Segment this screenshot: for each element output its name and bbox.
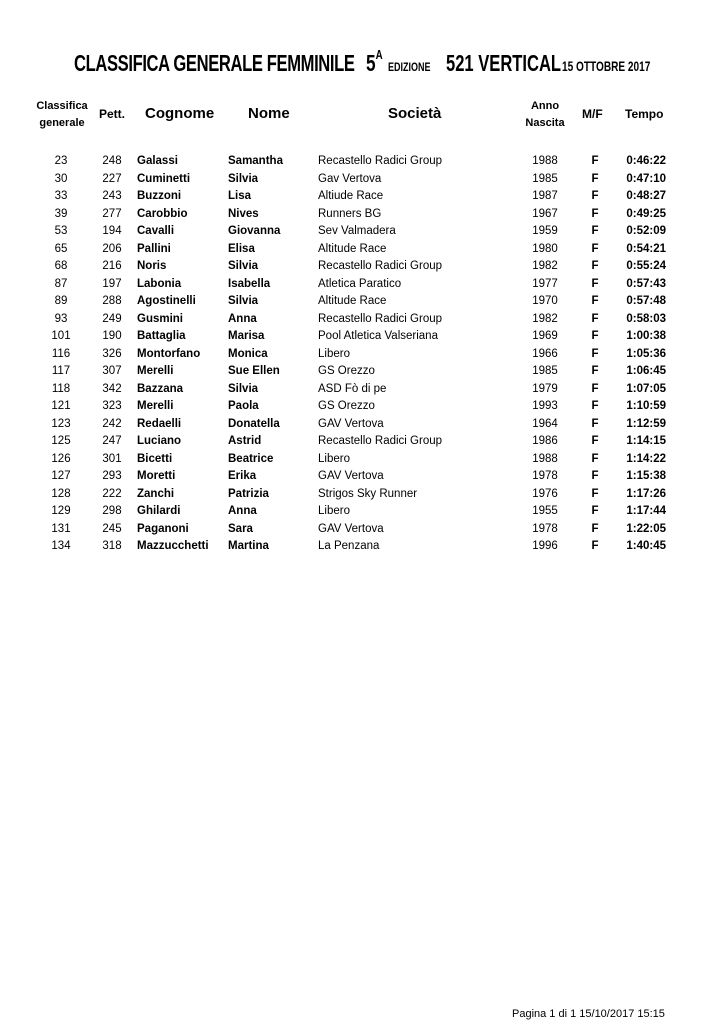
table-row (0, 153, 724, 171)
table-row (0, 451, 724, 469)
cell-bib: 293 (102, 470, 122, 482)
cell-name: Paola (228, 400, 259, 412)
cell-club: Gav Vertova (318, 172, 382, 185)
cell-bib: 222 (102, 487, 122, 500)
cell-birth-year: 1976 (532, 487, 558, 500)
cell-club: Libero (318, 347, 350, 360)
cell-time: 0:57:48 (626, 295, 666, 307)
cell-time: 1:10:59 (626, 400, 666, 412)
cell-time: 0:52:09 (626, 225, 666, 237)
cell-birth-year: 1982 (532, 260, 558, 272)
cell-club: Altiude Race (318, 190, 384, 202)
cell-sex: F (591, 260, 599, 272)
cell-birth-year: 1985 (532, 172, 558, 185)
cell-time: 1:17:26 (626, 487, 666, 500)
cell-surname: Montorfano (137, 347, 201, 360)
table-row (0, 328, 724, 346)
cell-rank: 53 (54, 225, 68, 237)
cell-sex: F (591, 487, 599, 500)
cell-birth-year: 1988 (532, 452, 558, 465)
cell-club: Sev Valmadera (318, 225, 396, 237)
cell-bib: 245 (102, 522, 122, 535)
cell-rank: 89 (54, 295, 68, 307)
cell-surname: Pallini (137, 242, 171, 255)
cell-time: 1:05:36 (626, 347, 666, 360)
cell-birth-year: 1988 (532, 155, 558, 167)
cell-club: Recastello Radici Group (318, 260, 443, 272)
cell-name: Sue Ellen (228, 365, 280, 377)
table-row (0, 206, 724, 224)
cell-time: 0:54:21 (626, 242, 666, 255)
cell-name: Monica (228, 347, 268, 360)
table-row (0, 503, 724, 521)
table-row (0, 171, 724, 189)
column-header-bib: Pett. (99, 107, 126, 121)
cell-time: 1:14:22 (626, 452, 666, 465)
cell-bib: 216 (102, 260, 122, 272)
cell-birth-year: 1955 (532, 505, 558, 517)
cell-sex: F (591, 330, 599, 342)
cell-sex: F (591, 435, 599, 447)
cell-club: GS Orezzo (318, 400, 375, 412)
cell-club: Libero (318, 505, 350, 517)
cell-club: Recastello Radici Group (318, 312, 443, 325)
cell-surname: Labonia (137, 277, 182, 290)
cell-bib: 249 (102, 312, 122, 325)
cell-surname: Agostinelli (137, 295, 196, 307)
cell-bib: 248 (102, 155, 122, 167)
cell-surname: Noris (137, 260, 167, 272)
cell-time: 0:55:24 (626, 260, 666, 272)
cell-birth-year: 1969 (532, 330, 558, 342)
cell-name: Elisa (228, 242, 255, 255)
cell-time: 1:15:38 (626, 470, 666, 482)
cell-birth-year: 1967 (532, 207, 558, 220)
column-header-surname: Cognome (145, 105, 215, 122)
cell-birth-year: 1977 (532, 277, 558, 290)
cell-rank: 39 (54, 207, 68, 220)
cell-time: 1:07:05 (626, 382, 666, 395)
cell-rank: 123 (51, 417, 71, 430)
cell-name: Nives (228, 207, 259, 220)
table-row (0, 363, 724, 381)
cell-name: Lisa (228, 190, 252, 202)
cell-surname: Merelli (137, 365, 174, 377)
cell-rank: 101 (51, 330, 71, 342)
cell-surname: Mazzucchetti (137, 540, 209, 552)
page-footer: Pagina 1 di 1 15/10/2017 15:15 (512, 1008, 665, 1020)
cell-surname: Paganoni (137, 522, 189, 535)
title-main: CLASSIFICA GENERALE FEMMINILE (74, 50, 355, 76)
cell-birth-year: 1987 (532, 190, 558, 202)
table-row (0, 468, 724, 486)
cell-time: 0:47:10 (626, 172, 666, 185)
cell-sex: F (591, 365, 599, 377)
cell-surname: Moretti (137, 470, 176, 482)
cell-name: Anna (228, 312, 257, 325)
column-header-rank-line1: Classifica (36, 100, 88, 112)
cell-name: Astrid (228, 435, 262, 447)
table-row (0, 398, 724, 416)
cell-bib: 301 (102, 452, 122, 465)
cell-birth-year: 1986 (532, 435, 558, 447)
cell-bib: 288 (102, 295, 122, 307)
cell-time: 1:17:44 (626, 505, 666, 517)
race-date: 15 OTTOBRE 2017 (562, 58, 651, 74)
edition-number (366, 47, 383, 77)
column-header-year-line2: Nascita (525, 117, 565, 129)
cell-rank: 118 (51, 382, 71, 395)
cell-name: Sara (228, 522, 253, 535)
cell-surname: Zanchi (137, 487, 175, 500)
cell-surname: Gusmini (137, 312, 184, 325)
column-header-rank (36, 98, 88, 132)
cell-name: Samantha (228, 155, 283, 167)
race-name: 521 VERTICAL (446, 50, 562, 76)
cell-name: Silvia (228, 382, 259, 395)
cell-sex: F (591, 190, 599, 202)
cell-name: Silvia (228, 260, 259, 272)
cell-rank: 93 (54, 312, 68, 325)
results-table (0, 153, 724, 556)
cell-surname: Cuminetti (137, 172, 191, 185)
table-row (0, 538, 724, 556)
cell-bib: 194 (102, 225, 122, 237)
cell-rank: 87 (54, 277, 68, 290)
cell-birth-year: 1978 (532, 522, 558, 535)
cell-club: Atletica Paratico (318, 277, 402, 290)
cell-sex: F (591, 207, 599, 220)
table-row (0, 521, 724, 539)
cell-birth-year: 1979 (532, 382, 558, 395)
cell-time: 1:22:05 (626, 522, 666, 535)
cell-sex: F (591, 522, 599, 535)
cell-birth-year: 1982 (532, 312, 558, 325)
cell-club: La Penzana (318, 540, 380, 552)
cell-birth-year: 1993 (532, 400, 558, 412)
cell-time: 0:48:27 (626, 190, 666, 202)
cell-club: ASD Fò di pe (318, 382, 387, 395)
cell-time: 1:06:45 (626, 365, 666, 377)
column-header-club: Società (388, 105, 442, 122)
cell-rank: 68 (54, 260, 68, 272)
cell-bib: 243 (102, 190, 122, 202)
cell-name: Beatrice (228, 452, 274, 465)
cell-bib: 227 (102, 172, 122, 185)
cell-time: 0:46:22 (626, 155, 666, 167)
cell-sex: F (591, 470, 599, 482)
cell-club: GAV Vertova (318, 522, 384, 535)
cell-birth-year: 1959 (532, 225, 558, 237)
cell-name: Silvia (228, 295, 259, 307)
cell-bib: 323 (102, 400, 122, 412)
cell-surname: Carobbio (137, 207, 188, 220)
cell-sex: F (591, 277, 599, 290)
cell-bib: 277 (102, 207, 122, 220)
cell-time: 0:58:03 (626, 312, 666, 325)
cell-sex: F (591, 452, 599, 465)
cell-birth-year: 1964 (532, 417, 558, 430)
cell-birth-year: 1980 (532, 242, 558, 255)
table-row (0, 381, 724, 399)
cell-bib: 197 (102, 277, 122, 290)
cell-sex: F (591, 172, 599, 185)
cell-club: Altitude Race (318, 242, 387, 255)
cell-bib: 298 (102, 505, 122, 517)
column-header-sex: M/F (582, 107, 603, 121)
table-row (0, 311, 724, 329)
cell-sex: F (591, 505, 599, 517)
column-header-rank-line2: generale (39, 117, 85, 129)
cell-sex: F (591, 225, 599, 237)
column-header-name: Nome (248, 105, 290, 122)
cell-name: Giovanna (228, 225, 281, 237)
cell-rank: 117 (51, 365, 71, 377)
column-header-year-line1: Anno (530, 100, 560, 112)
cell-bib: 342 (102, 382, 122, 395)
cell-name: Marisa (228, 330, 265, 342)
cell-surname: Galassi (137, 155, 178, 167)
cell-club: Altitude Race (318, 295, 387, 307)
cell-rank: 30 (54, 172, 68, 185)
cell-bib: 206 (102, 242, 122, 255)
cell-name: Patrizia (228, 487, 269, 500)
cell-sex: F (591, 295, 599, 307)
cell-time: 1:40:45 (626, 540, 666, 552)
table-row (0, 258, 724, 276)
cell-birth-year: 1970 (532, 295, 558, 307)
cell-sex: F (591, 155, 599, 167)
cell-sex: F (591, 417, 599, 430)
table-row (0, 241, 724, 259)
cell-surname: Bazzana (137, 382, 184, 395)
cell-club: Recastello Radici Group (318, 435, 443, 447)
cell-bib: 307 (102, 365, 122, 377)
table-row (0, 416, 724, 434)
table-row (0, 188, 724, 206)
cell-surname: Bicetti (137, 452, 173, 465)
cell-surname: Buzzoni (137, 190, 182, 202)
cell-birth-year: 1985 (532, 365, 558, 377)
cell-bib: 247 (102, 435, 122, 447)
cell-time: 1:14:15 (626, 435, 666, 447)
table-row (0, 433, 724, 451)
cell-bib: 318 (102, 540, 122, 552)
cell-rank: 134 (51, 540, 71, 552)
cell-surname: Ghilardi (137, 505, 181, 517)
cell-name: Martina (228, 540, 269, 552)
cell-club: Pool Atletica Valseriana (318, 330, 438, 342)
cell-name: Silvia (228, 172, 259, 185)
cell-rank: 116 (51, 347, 71, 360)
cell-rank: 129 (51, 505, 71, 517)
cell-name: Erika (228, 470, 257, 482)
cell-rank: 125 (51, 435, 71, 447)
cell-surname: Merelli (137, 400, 174, 412)
edition-word: EDIZIONE (388, 60, 431, 74)
cell-sex: F (591, 400, 599, 412)
table-row (0, 346, 724, 364)
cell-club: GAV Vertova (318, 417, 384, 430)
cell-time: 0:49:25 (626, 207, 666, 220)
cell-rank: 126 (51, 452, 71, 465)
cell-name: Isabella (228, 277, 271, 290)
cell-rank: 131 (51, 522, 71, 535)
cell-surname: Luciano (137, 435, 182, 447)
cell-rank: 23 (54, 155, 68, 167)
cell-birth-year: 1966 (532, 347, 558, 360)
cell-bib: 190 (102, 330, 122, 342)
cell-time: 1:12:59 (626, 417, 666, 430)
table-row (0, 276, 724, 294)
table-row (0, 223, 724, 241)
cell-club: GAV Vertova (318, 470, 384, 482)
cell-sex: F (591, 312, 599, 325)
cell-club: Strigos Sky Runner (318, 487, 418, 500)
cell-time: 0:57:43 (626, 277, 666, 290)
cell-rank: 128 (51, 487, 71, 500)
cell-bib: 242 (102, 417, 122, 430)
cell-club: Recastello Radici Group (318, 155, 443, 167)
cell-club: Libero (318, 452, 350, 465)
cell-time: 1:00:38 (626, 330, 666, 342)
table-row (0, 486, 724, 504)
cell-rank: 65 (54, 242, 68, 255)
cell-surname: Cavalli (137, 225, 175, 237)
cell-sex: F (591, 540, 599, 552)
cell-rank: 33 (54, 190, 68, 202)
cell-rank: 121 (51, 400, 71, 412)
table-row (0, 293, 724, 311)
cell-bib: 326 (102, 347, 122, 360)
cell-surname: Redaelli (137, 417, 182, 430)
cell-sex: F (591, 382, 599, 395)
cell-birth-year: 1978 (532, 470, 558, 482)
cell-sex: F (591, 347, 599, 360)
column-header-year (520, 98, 570, 132)
cell-birth-year: 1996 (532, 540, 558, 552)
cell-club: Runners BG (318, 207, 382, 220)
edition-number-value: 5 (366, 50, 376, 76)
cell-name: Anna (228, 505, 257, 517)
cell-sex: F (591, 242, 599, 255)
cell-rank: 127 (51, 470, 71, 482)
column-header-time: Tempo (625, 107, 664, 121)
edition-superscript: A (375, 47, 383, 63)
cell-name: Donatella (228, 417, 280, 430)
cell-surname: Battaglia (137, 330, 186, 342)
cell-club: GS Orezzo (318, 365, 375, 377)
